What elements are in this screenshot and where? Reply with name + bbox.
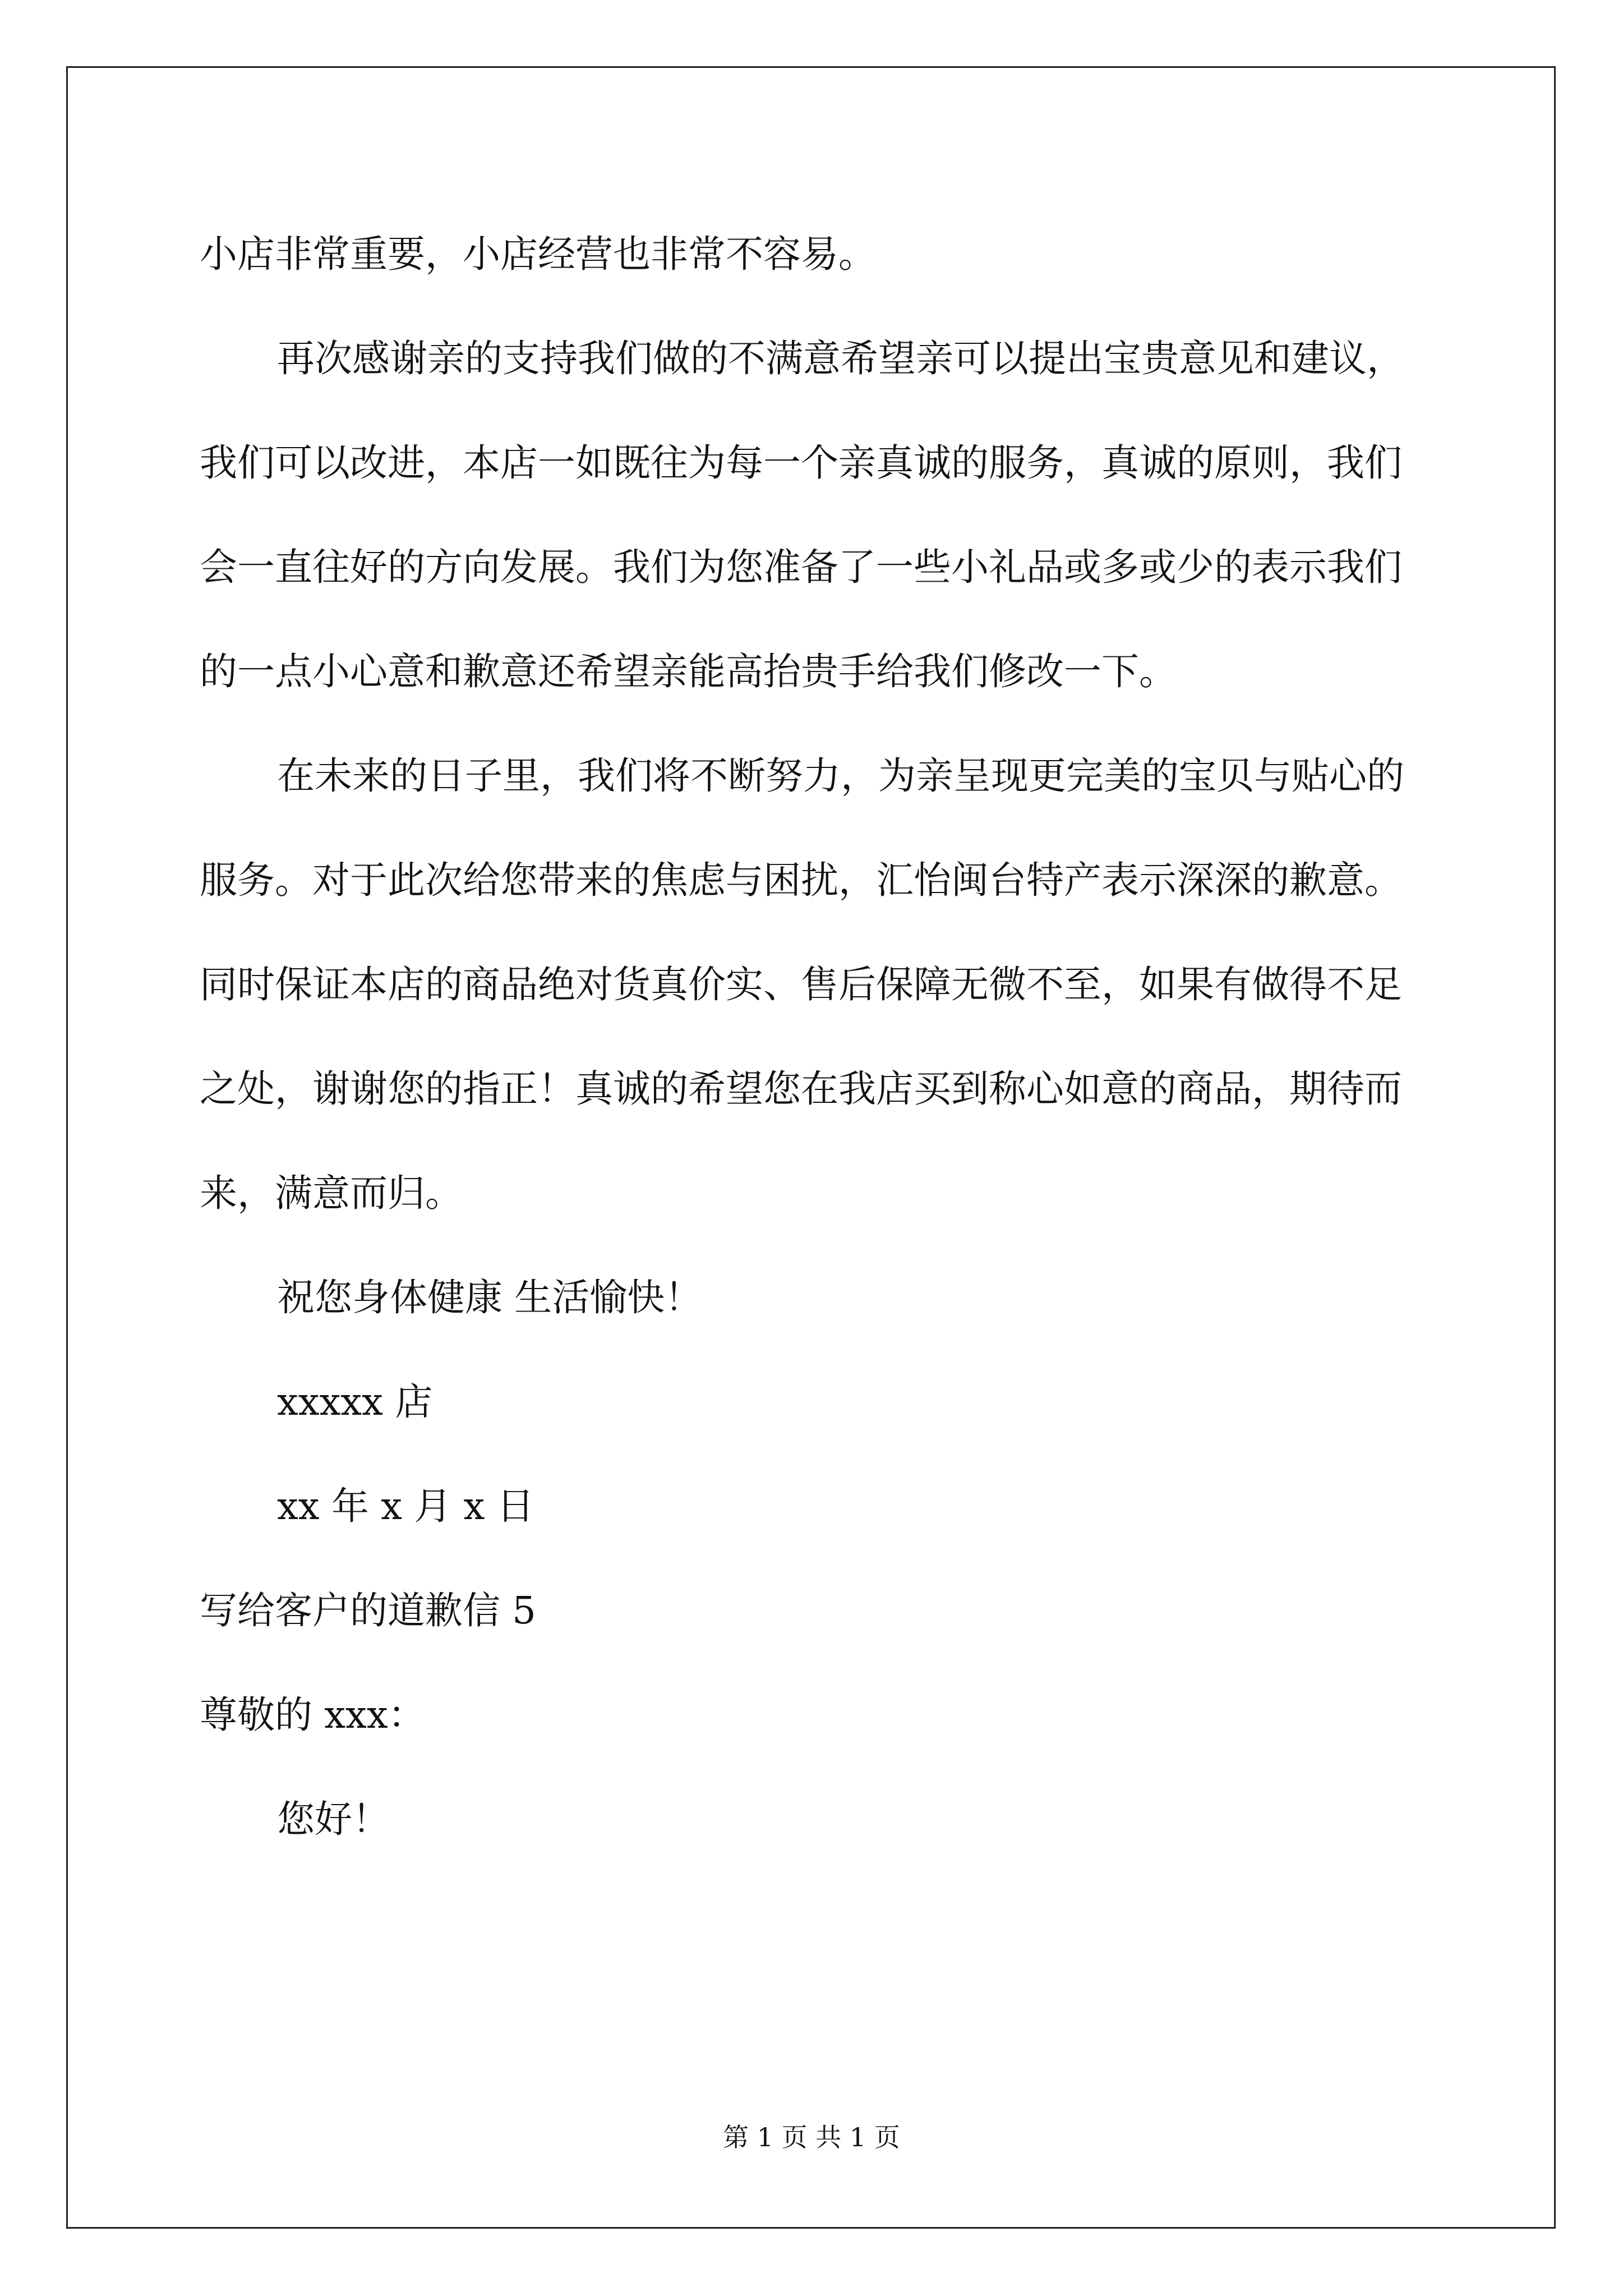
section-heading: 写给客户的道歉信 5 <box>200 1589 536 1632</box>
paragraph-future: 在未来的日子里，我们将不断努力，为亲呈现更完美的宝贝与贴心的服务。对于此次给您带来的焦虑与困扰，汇怡闽台特产表示深深的歉意。同时保证本店的商品绝对货真价实、售后保障无微不至，如果有做得不足之处，谢谢您的指正！真诚的希望您在我店买到称心如意的商品，期待而来，满意而归。 <box>200 754 1404 1215</box>
greeting: 您好！ <box>277 1797 390 1841</box>
signature-store: xxxxx 店 <box>277 1380 433 1424</box>
document-body <box>200 202 1433 1871</box>
paragraph-closing-line: 小店非常重要，小店经营也非常不容易。 <box>200 232 876 276</box>
page-footer: 第 1 页 共 1 页 <box>723 2122 900 2152</box>
paragraph-wishes: 祝您身体健康 生活愉快！ <box>277 1276 703 1319</box>
paragraph-thanks: 再次感谢亲的支持我们做的不满意希望亲可以提出宝贵意见和建议，我们可以改进，本店一如既往为每一个亲真诚的服务，真诚的原则，我们会一直往好的方向发展。我们为您准备了一些小礼品或多或少的表示我们的一点小心意和歉意还希望亲能高抬贵手给我们修改一下。 <box>200 337 1404 693</box>
salutation: 尊敬的 xxx： <box>200 1693 426 1737</box>
signature-date: xx 年 x 月 x 日 <box>277 1484 534 1528</box>
